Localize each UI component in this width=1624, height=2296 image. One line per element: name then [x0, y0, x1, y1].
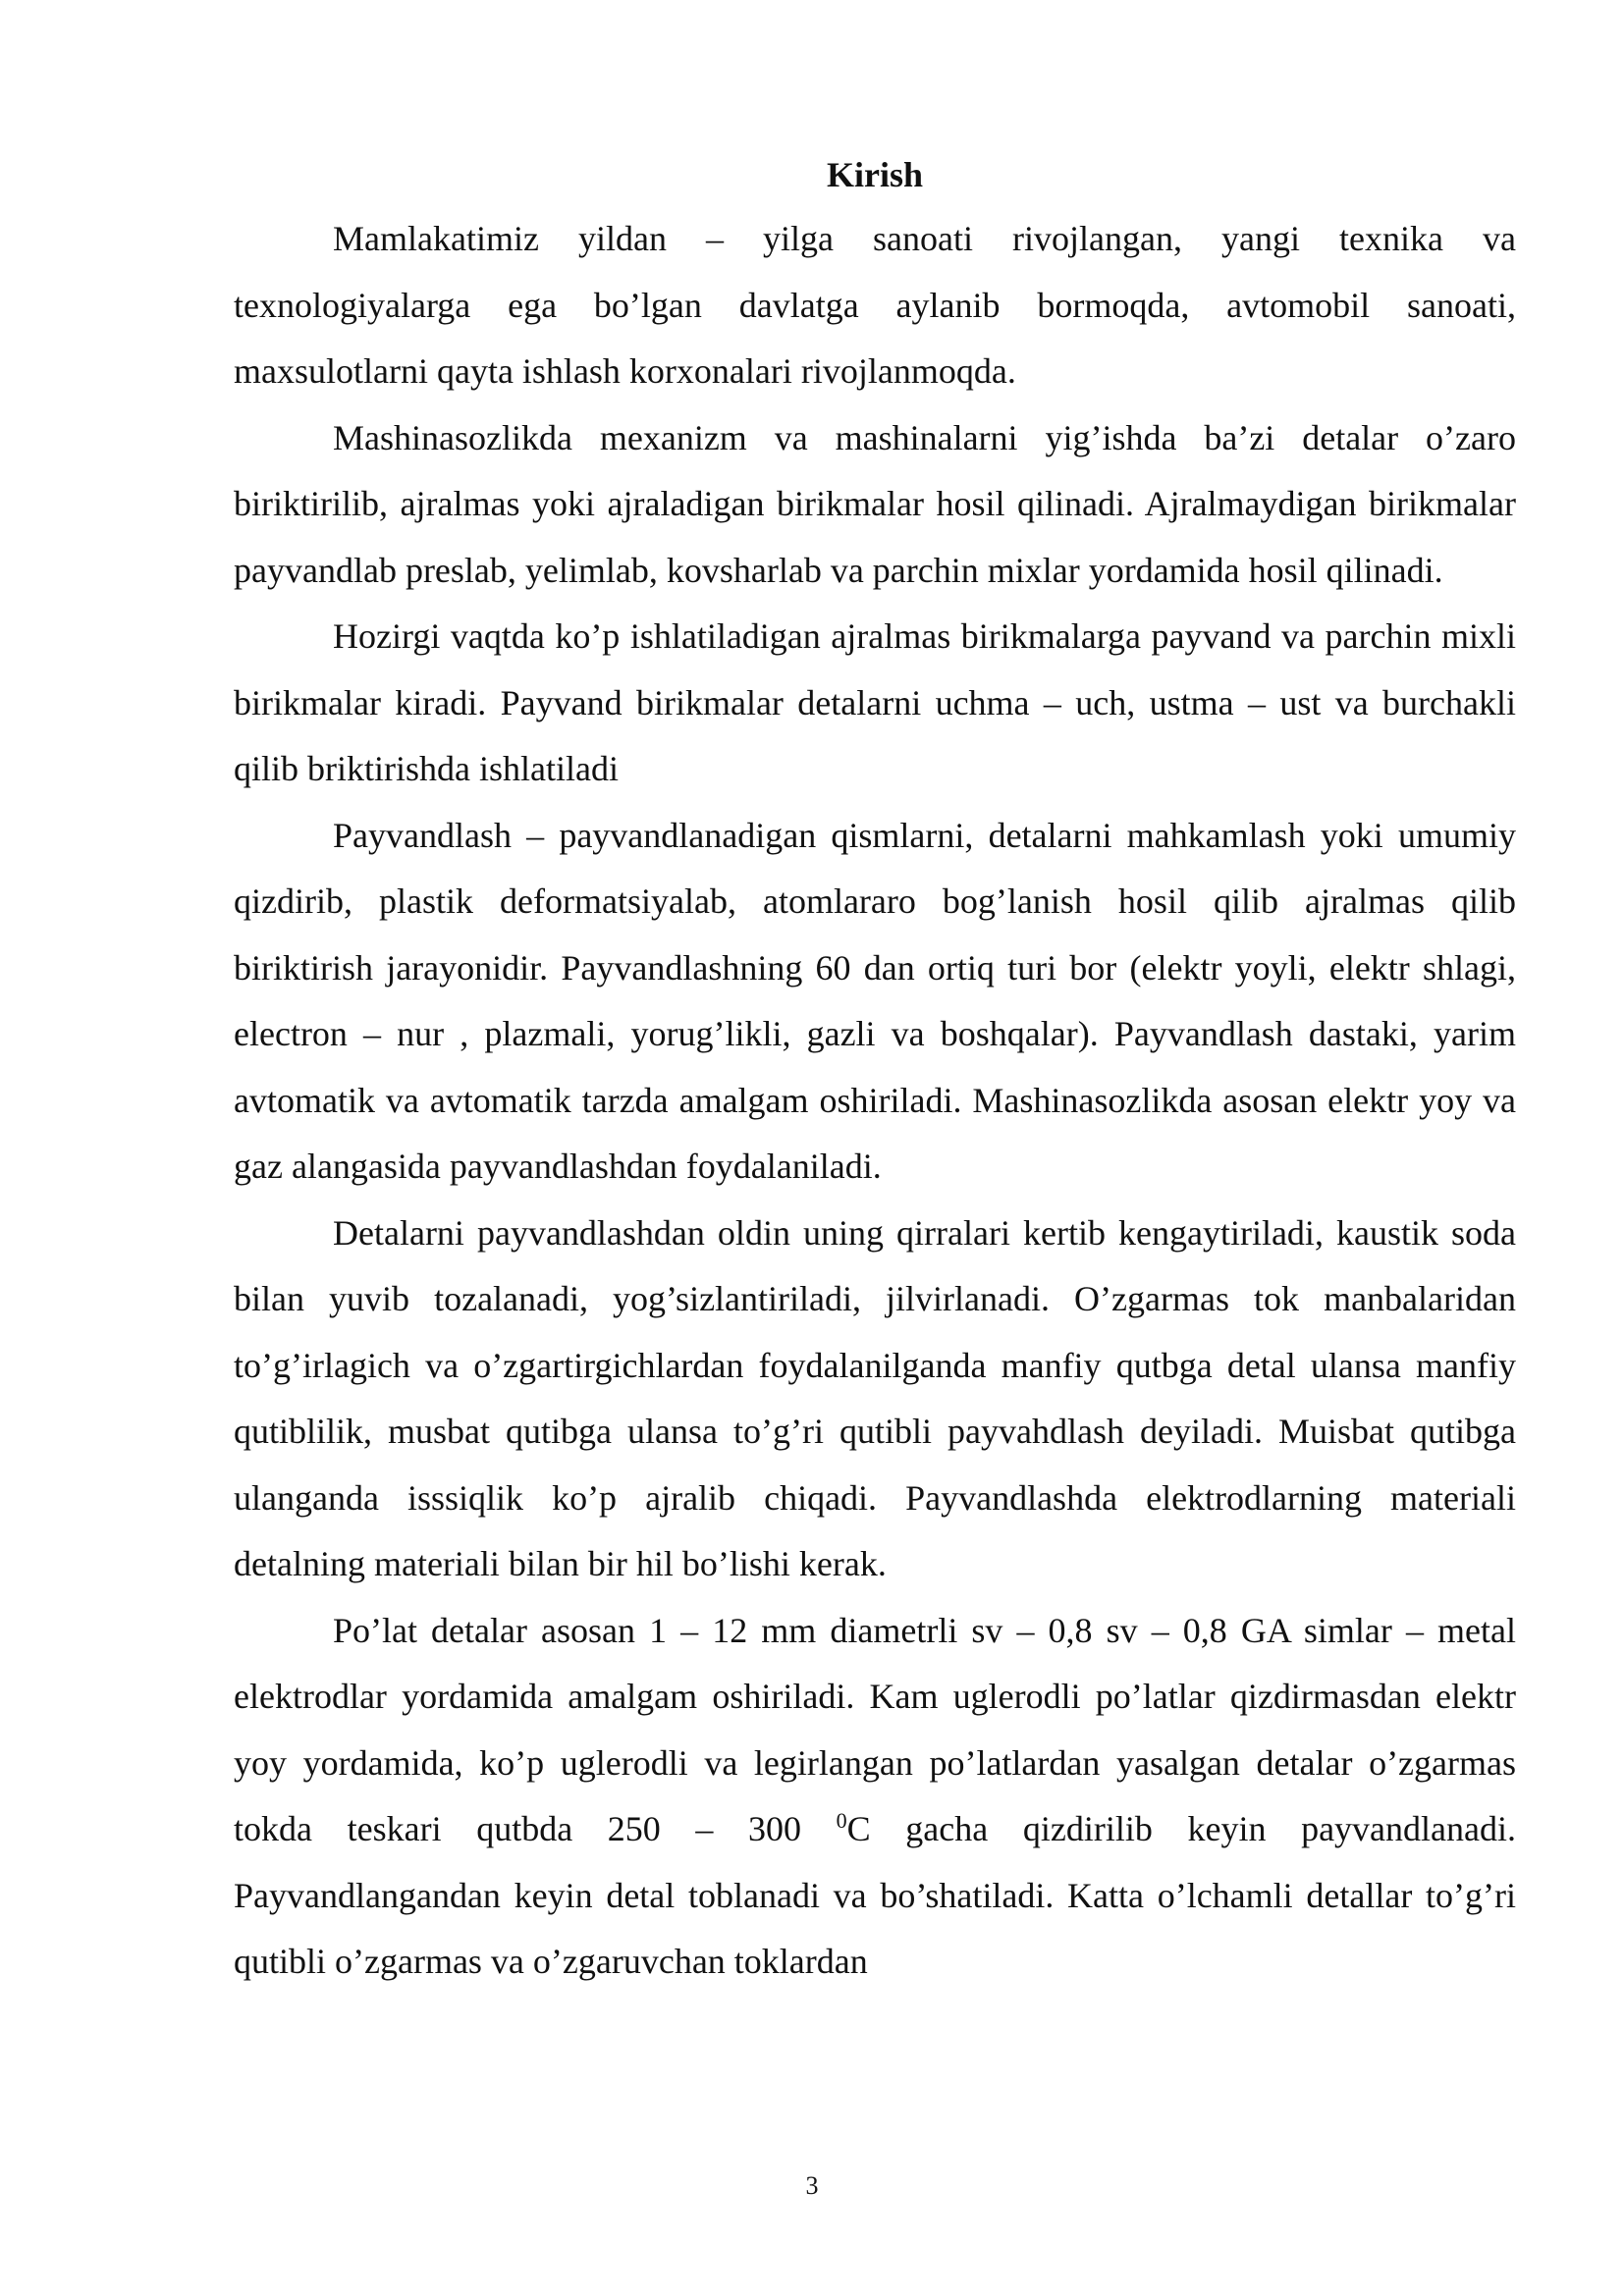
paragraph: Detalarni payvandlashdan oldin uning qirralari kertib kengaytiriladi, kaustik soda bilan yuvib tozalanadi, yog’sizlantiriladi, jilvirlanadi. O’zgarmas tok manbalaridan to’g’irlagich va o’zgartirgichlardan foydalanilganda manfiy qutbga detal ulansa manfiy qutiblilik, musbat qutibga ulansa to’g’ri qutibli payvahdlash deyiladi. Muisbat qutibga ulanganda isssiqlik ko’p ajralib chiqadi. Payvandlashda elektrodlarning materiali detalning materiali bilan bir hil bo’lishi kerak. [234, 1212, 1516, 1583]
paragraph: Hozirgi vaqtda ko’p ishlatiladigan ajralmas birikmalarga payvand va parchin mixli birikmalar kiradi. Payvand birikmalar detalarni uchma – uch, ustma – ust va burchakli qilib briktirishda ishlatiladi [234, 616, 1516, 788]
page-number: 3 [805, 2171, 819, 2200]
degree-superscript: 0 [836, 1808, 847, 1833]
paragraph-text-end: C gacha qizdirilib keyin payvandlanadi. Payvandlangandan keyin detal toblanadi va bo’shatiladi. Katta o’lchamli detallar to’g’ri qutibli o’zgarmas va o’zgaruvchan toklardan [234, 1809, 1516, 1981]
paragraph-with-superscript [234, 1598, 1516, 1996]
page-content [234, 147, 1516, 1996]
page-title: Kirish [826, 155, 923, 194]
paragraph-text-start: Po’lat detalar asosan 1 – 12 mm diametrli sv – 0,8 sv – 0,8 GA simlar – metal elektrodlar yordamida amalgam oshiriladi. Kam uglerodli po’latlar qizdirmasdan elektr yoy yordamida, ko’p uglerodli va legirlangan po’latlardan yasalgan detalar o’zgarmas tokda teskari qutbda 250 – 300 [234, 1610, 1516, 1848]
paragraph: Mamlakatimiz yildan – yilga sanoati rivojlangan, yangi texnika va texnologiyalarga ega bo’lgan davlatga aylanib bormoqda, avtomobil sanoati, maxsulotlarni qayta ishlash korxonalari rivojlanmoqda. [234, 219, 1516, 391]
paragraph: Mashinasozlikda mexanizm va mashinalarni yig’ishda ba’zi detalar o’zaro biriktirilib, ajralmas yoki ajraladigan birikmalar hosil qilinadi. Ajralmaydigan birikmalar payvandlab preslab, yelimlab, kovsharlab va parchin mixlar yordamida hosil qilinadi. [234, 417, 1516, 590]
paragraph: Payvandlash – payvandlanadigan qismlarni, detalarni mahkamlash yoki umumiy qizdirib, plastik deformatsiyalab, atomlararo bog’lanish hosil qilib ajralmas qilib biriktirish jarayonidir. Payvandlashning 60 dan ortiq turi bor (elektr yoyli, elektr shlagi, electron – nur , plazmali, yorug’likli, gazli va boshqalar). Payvandlash dastaki, yarim avtomatik va avtomatik tarzda amalgam oshiriladi. Mashinasozlikda asosan elektr yoy va gaz alangasida payvandlashdan foydalaniladi. [234, 815, 1516, 1186]
